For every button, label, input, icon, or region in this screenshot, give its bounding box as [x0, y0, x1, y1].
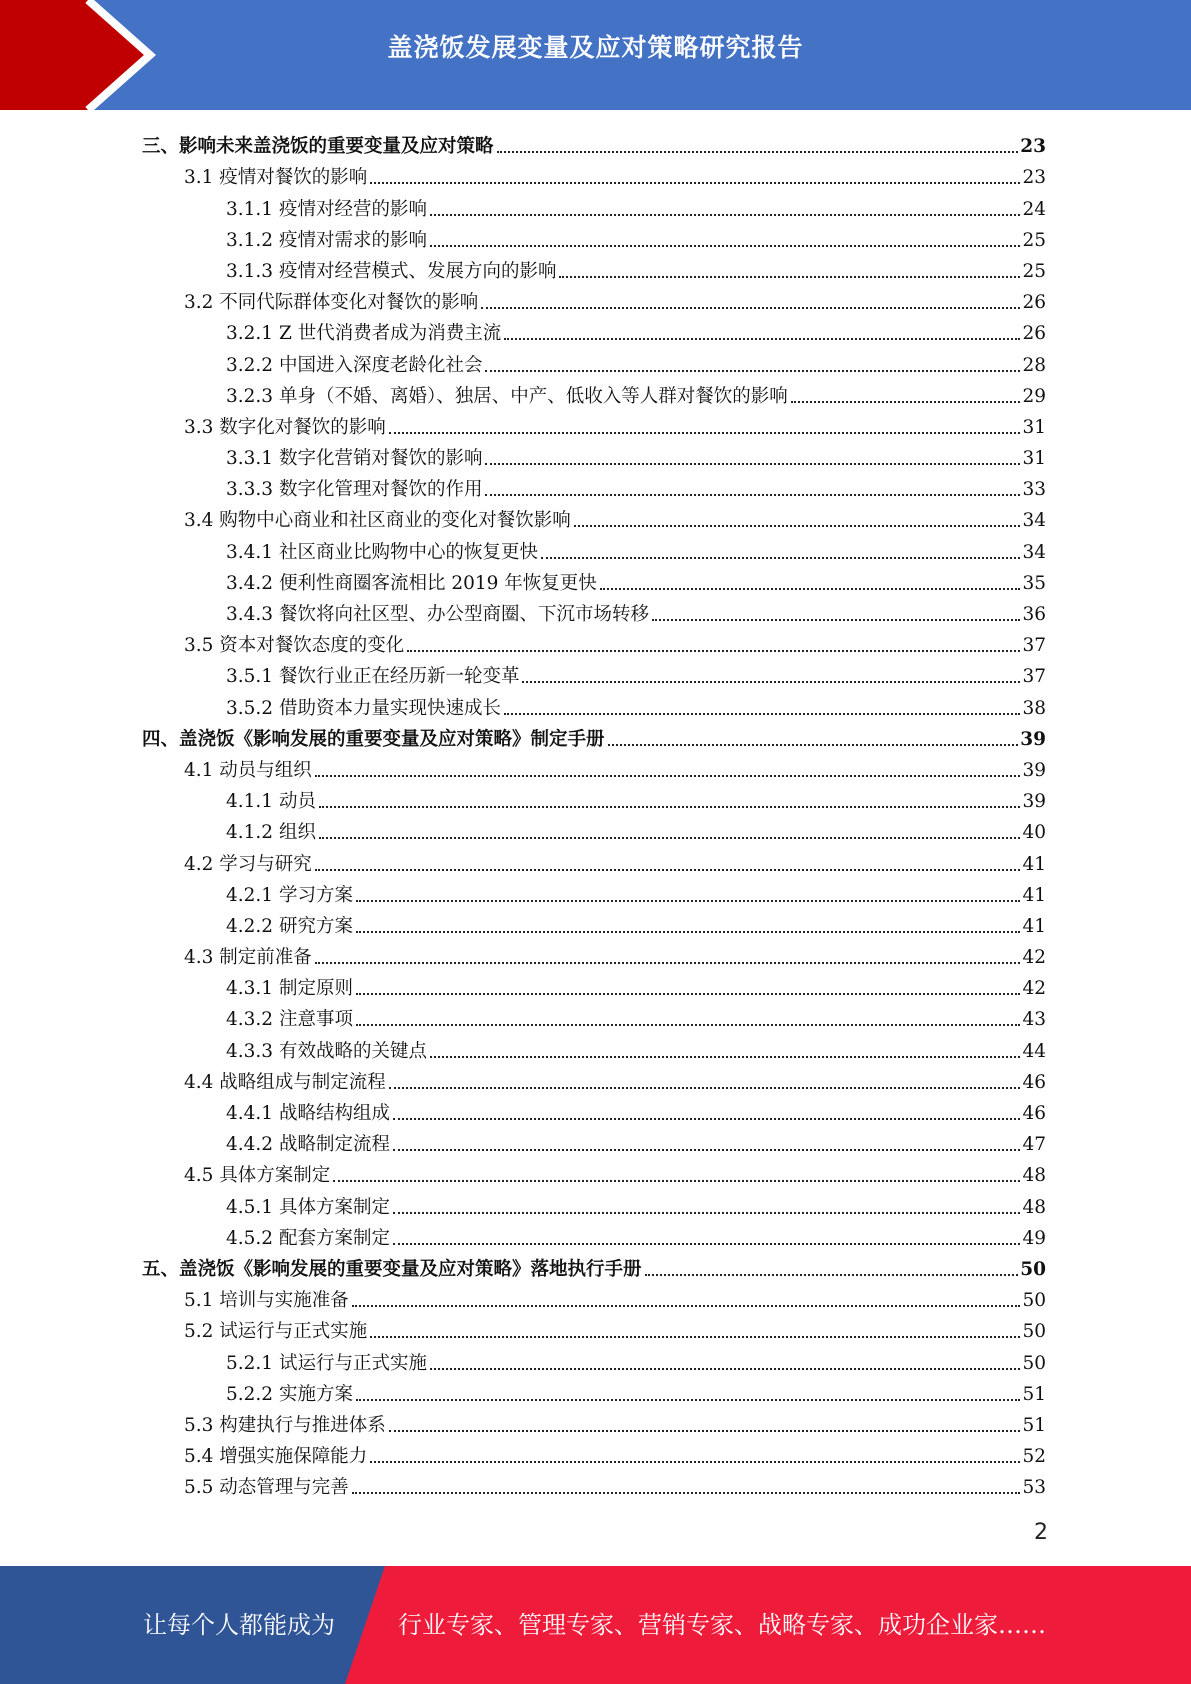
toc-dot-leader	[333, 1180, 1020, 1182]
toc-entry[interactable]	[142, 128, 1046, 159]
page-header	[0, 0, 1191, 110]
toc-entry-page: 39	[1022, 759, 1046, 781]
toc-entry-page: 31	[1022, 416, 1046, 438]
toc-entry[interactable]	[142, 1126, 1046, 1157]
header-title: 盖浇饭发展变量及应对策略研究报告	[387, 33, 804, 62]
toc-entry[interactable]	[142, 284, 1046, 315]
toc-entry-label: 3.5.2 借助资本力量实现快速成长	[226, 697, 501, 719]
footer-slogan-right: 行业专家、管理专家、营销专家、战略专家、成功企业家……	[398, 1611, 1046, 1639]
toc-dot-leader	[574, 525, 1021, 527]
toc-entry-label: 3.4.3 餐饮将向社区型、办公型商圈、下沉市场转移	[226, 604, 649, 625]
toc-entry[interactable]	[142, 845, 1046, 876]
toc-dot-leader	[430, 245, 1020, 247]
toc-dot-leader	[407, 650, 1020, 652]
toc-dot-leader	[430, 1056, 1020, 1058]
toc-entry-page: 46	[1022, 1103, 1046, 1124]
toc-entry-label: 3.2.3 单身（不婚、离婚）、独居、中产、低收入等人群对餐饮的影响	[226, 385, 788, 407]
toc-entry-page: 41	[1022, 915, 1046, 937]
toc-entry[interactable]	[142, 596, 1046, 627]
toc-entry[interactable]	[142, 1095, 1046, 1126]
toc-entry-page: 50	[1022, 1352, 1046, 1374]
toc-entry-label: 3.1.1 疫情对经营的影响	[226, 198, 427, 220]
toc-entry-page: 23	[1022, 167, 1046, 189]
toc-entry[interactable]	[142, 783, 1046, 814]
toc-entry-label: 4.4 战略组成与制定流程	[184, 1071, 386, 1093]
toc-entry[interactable]	[142, 1251, 1046, 1282]
table-of-contents	[142, 128, 1046, 1500]
toc-dot-leader	[504, 713, 1020, 715]
toc-entry[interactable]	[142, 1376, 1046, 1407]
toc-entry-page: 51	[1022, 1383, 1046, 1405]
toc-entry-label: 5.2.2 实施方案	[226, 1383, 353, 1405]
toc-dot-leader	[393, 1118, 1020, 1120]
toc-entry[interactable]	[142, 533, 1046, 564]
toc-dot-leader	[315, 869, 1021, 871]
toc-entry-page: 52	[1022, 1446, 1046, 1468]
toc-entry[interactable]	[142, 1001, 1046, 1032]
toc-entry-page: 37	[1022, 666, 1046, 688]
toc-entry-label: 3.2.1 Z 世代消费者成为消费主流	[226, 323, 502, 345]
toc-entry-label: 4.3 制定前准备	[184, 947, 312, 969]
toc-dot-leader	[485, 463, 1020, 465]
toc-entry-page: 25	[1022, 229, 1046, 251]
toc-dot-leader	[485, 370, 1020, 372]
toc-dot-leader	[481, 307, 1020, 309]
toc-entry-page: 29	[1022, 385, 1046, 407]
toc-entry-page: 51	[1022, 1414, 1046, 1436]
toc-entry-label: 4.4.1 战略结构组成	[226, 1103, 390, 1124]
toc-entry-label: 3.3.1 数字化营销对餐饮的影响	[226, 448, 483, 470]
toc-entry[interactable]	[142, 253, 1046, 284]
toc-entry-page: 26	[1022, 323, 1046, 345]
toc-dot-leader	[356, 1399, 1021, 1401]
toc-entry-page: 42	[1022, 947, 1046, 969]
toc-entry-label: 4.1 动员与组织	[184, 759, 312, 781]
footer-slogan-left: 让每个人都能成为	[143, 1611, 335, 1639]
toc-entry[interactable]	[142, 502, 1046, 533]
toc-dot-leader	[319, 806, 1021, 808]
toc-entry[interactable]	[142, 1313, 1046, 1344]
toc-entry[interactable]	[142, 159, 1046, 190]
toc-entry[interactable]	[142, 689, 1046, 720]
toc-dot-leader	[430, 214, 1020, 216]
toc-entry-page: 43	[1022, 1009, 1046, 1031]
toc-dot-leader	[393, 1243, 1020, 1245]
toc-entry-label: 3.1.2 疫情对需求的影响	[226, 229, 427, 251]
toc-entry-label: 4.5.1 具体方案制定	[226, 1196, 390, 1218]
toc-entry-label: 3.3.3 数字化管理对餐饮的作用	[226, 479, 483, 501]
toc-entry-page: 26	[1022, 292, 1046, 314]
toc-dot-leader	[608, 744, 1019, 746]
toc-dot-leader	[497, 151, 1019, 153]
toc-entry-label: 4.4.2 战略制定流程	[226, 1134, 390, 1156]
toc-entry[interactable]	[142, 1469, 1046, 1500]
toc-dot-leader	[319, 837, 1021, 839]
toc-entry-page: 28	[1022, 354, 1046, 376]
toc-entry-label: 4.3.3 有效战略的关键点	[226, 1040, 427, 1062]
toc-entry-page: 41	[1022, 853, 1046, 875]
toc-entry[interactable]	[142, 378, 1046, 409]
toc-entry-label: 3.5.1 餐饮行业正在经历新一轮变革	[226, 666, 520, 688]
toc-entry-label: 5.2 试运行与正式实施	[184, 1321, 368, 1343]
toc-entry[interactable]	[142, 315, 1046, 346]
toc-entry-page: 47	[1022, 1134, 1046, 1156]
toc-entry[interactable]	[142, 440, 1046, 471]
toc-entry-label: 4.2.1 学习方案	[226, 884, 353, 906]
toc-entry-page: 36	[1022, 604, 1046, 625]
toc-dot-leader	[389, 432, 1021, 434]
toc-entry[interactable]	[142, 877, 1046, 908]
toc-dot-leader	[356, 931, 1021, 933]
toc-entry-page: 25	[1022, 260, 1046, 282]
toc-entry-label: 3.4.1 社区商业比购物中心的恢复更快	[226, 541, 538, 563]
toc-entry-page: 39	[1020, 728, 1046, 750]
toc-entry-page: 40	[1022, 822, 1046, 844]
toc-dot-leader	[352, 1305, 1021, 1307]
toc-entry[interactable]	[142, 1438, 1046, 1469]
toc-entry-page: 50	[1022, 1290, 1046, 1312]
toc-entry-page: 24	[1022, 198, 1046, 220]
toc-dot-leader	[389, 1087, 1021, 1089]
toc-entry-page: 33	[1022, 479, 1046, 501]
toc-entry-label: 3.1 疫情对餐饮的影响	[184, 167, 368, 189]
toc-entry[interactable]	[142, 1064, 1046, 1095]
toc-dot-leader	[485, 494, 1020, 496]
toc-dot-leader	[559, 276, 1020, 278]
toc-dot-leader	[393, 1212, 1020, 1214]
toc-dot-leader	[356, 1024, 1021, 1026]
toc-entry-page: 48	[1022, 1165, 1046, 1187]
toc-entry-label: 5.5 动态管理与完善	[184, 1477, 349, 1499]
toc-entry[interactable]	[142, 627, 1046, 658]
toc-entry-page: 46	[1022, 1071, 1046, 1093]
toc-entry-page: 44	[1022, 1040, 1046, 1062]
toc-dot-leader	[370, 182, 1020, 184]
toc-entry-label: 4.1.1 动员	[226, 791, 316, 813]
toc-entry-label: 4.2 学习与研究	[184, 853, 312, 875]
toc-entry-label: 3.1.3 疫情对经营模式、发展方向的影响	[226, 260, 557, 282]
toc-entry[interactable]	[142, 1188, 1046, 1219]
toc-entry[interactable]	[142, 471, 1046, 502]
page-number: 2	[1034, 1520, 1048, 1545]
toc-entry[interactable]	[142, 1407, 1046, 1438]
toc-entry-page: 50	[1022, 1321, 1046, 1343]
toc-entry-page: 42	[1022, 978, 1046, 1000]
toc-entry[interactable]	[142, 565, 1046, 596]
toc-dot-leader	[389, 1430, 1021, 1432]
toc-entry-label: 4.1.2 组织	[226, 822, 316, 844]
toc-entry-label: 3.4.2 便利性商圈客流相比 2019 年恢复更快	[226, 572, 597, 594]
toc-dot-leader	[370, 1461, 1020, 1463]
toc-entry[interactable]	[142, 658, 1046, 689]
toc-entry[interactable]	[142, 1282, 1046, 1313]
toc-entry[interactable]	[142, 222, 1046, 253]
toc-entry-page: 37	[1022, 635, 1046, 657]
toc-dot-leader	[600, 588, 1021, 590]
toc-dot-leader	[356, 993, 1021, 995]
toc-entry-label: 4.5 具体方案制定	[184, 1165, 331, 1187]
toc-entry[interactable]	[142, 752, 1046, 783]
toc-entry[interactable]	[142, 908, 1046, 939]
page-footer	[0, 1566, 1191, 1684]
toc-entry-page: 48	[1022, 1196, 1046, 1218]
toc-entry-label: 5.3 构建执行与推进体系	[184, 1414, 386, 1436]
toc-entry[interactable]	[142, 721, 1046, 752]
toc-entry[interactable]	[142, 1344, 1046, 1375]
toc-entry[interactable]	[142, 190, 1046, 221]
toc-dot-leader	[370, 1336, 1020, 1338]
toc-entry-label: 4.2.2 研究方案	[226, 915, 353, 937]
toc-dot-leader	[315, 775, 1021, 777]
toc-entry[interactable]	[142, 970, 1046, 1001]
toc-entry-page: 53	[1022, 1477, 1046, 1499]
toc-entry[interactable]	[142, 1157, 1046, 1188]
toc-dot-leader	[315, 962, 1021, 964]
toc-dot-leader	[430, 1368, 1020, 1370]
toc-entry[interactable]	[142, 409, 1046, 440]
toc-entry-page: 41	[1022, 884, 1046, 906]
toc-entry[interactable]	[142, 814, 1046, 845]
toc-entry-label: 3.5 资本对餐饮态度的变化	[184, 635, 405, 657]
toc-dot-leader	[791, 401, 1021, 403]
toc-entry-label: 3.4 购物中心商业和社区商业的变化对餐饮影响	[184, 510, 571, 532]
toc-entry-label: 4.3.1 制定原则	[226, 978, 353, 1000]
toc-dot-leader	[352, 1492, 1021, 1494]
toc-entry-label: 5.2.1 试运行与正式实施	[226, 1352, 427, 1374]
toc-entry-label: 五、盖浇饭《影响发展的重要变量及应对策略》落地执行手册	[142, 1258, 642, 1280]
toc-entry-label: 4.5.2 配套方案制定	[226, 1227, 390, 1249]
toc-entry[interactable]	[142, 1220, 1046, 1251]
toc-dot-leader	[504, 338, 1020, 340]
toc-dot-leader	[522, 681, 1020, 683]
toc-dot-leader	[652, 619, 1020, 621]
toc-entry-page: 31	[1022, 448, 1046, 470]
toc-entry-label: 3.3 数字化对餐饮的影响	[184, 416, 386, 438]
toc-entry-label: 四、盖浇饭《影响发展的重要变量及应对策略》制定手册	[142, 728, 605, 750]
toc-entry-page: 34	[1022, 541, 1046, 563]
toc-entry[interactable]	[142, 346, 1046, 377]
toc-dot-leader	[393, 1149, 1020, 1151]
toc-entry-label: 3.2 不同代际群体变化对餐饮的影响	[184, 292, 479, 314]
toc-entry[interactable]	[142, 1032, 1046, 1063]
toc-entry-page: 50	[1020, 1258, 1046, 1280]
toc-entry-page: 34	[1022, 510, 1046, 532]
toc-entry-page: 38	[1022, 697, 1046, 719]
toc-entry-label: 三、影响未来盖浇饭的重要变量及应对策略	[142, 136, 494, 158]
toc-entry-label: 4.3.2 注意事项	[226, 1009, 353, 1031]
toc-entry-page: 35	[1022, 572, 1046, 594]
toc-entry-label: 5.4 增强实施保障能力	[184, 1446, 368, 1468]
toc-entry-page: 39	[1022, 791, 1046, 813]
toc-dot-leader	[356, 900, 1021, 902]
toc-dot-leader	[541, 557, 1020, 559]
toc-entry-label: 5.1 培训与实施准备	[184, 1290, 349, 1312]
toc-entry-page: 49	[1022, 1227, 1046, 1249]
toc-entry-label: 3.2.2 中国进入深度老龄化社会	[226, 354, 483, 376]
toc-entry-page: 23	[1020, 136, 1046, 158]
toc-entry[interactable]	[142, 939, 1046, 970]
toc-dot-leader	[645, 1274, 1019, 1276]
